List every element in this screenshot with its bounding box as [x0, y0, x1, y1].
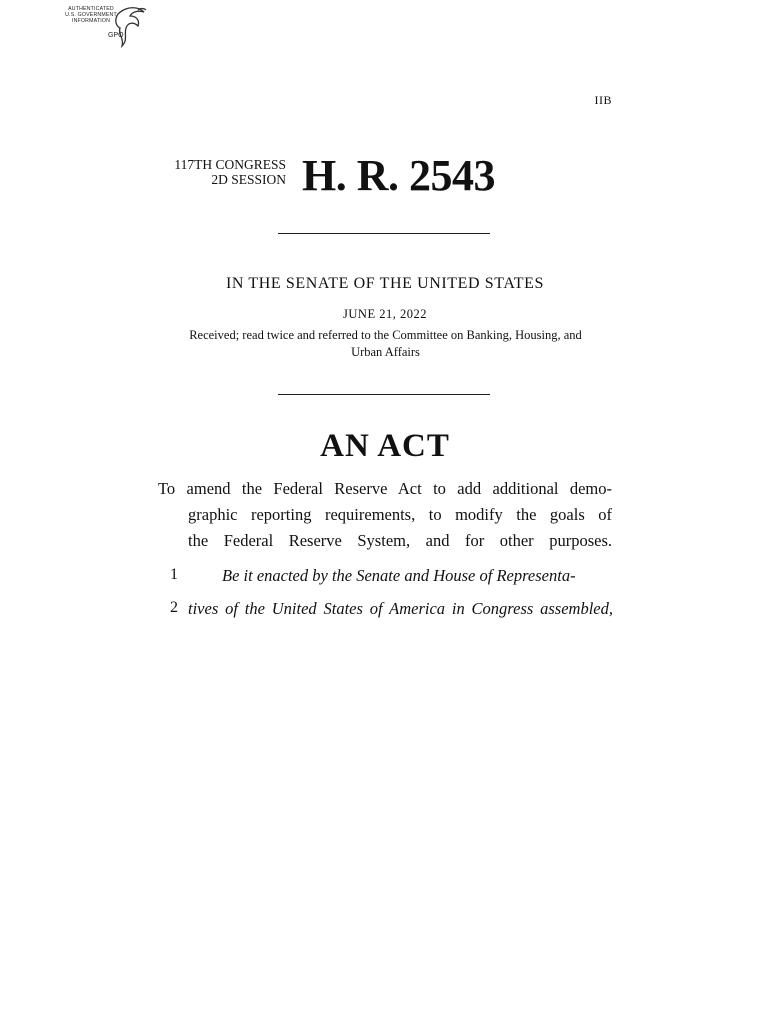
action-divider: [278, 394, 490, 395]
purpose-line-1: To amend the Federal Reserve Act to add additional demo-: [158, 479, 612, 498]
bill-number: H. R. 2543: [302, 151, 495, 200]
congress-session-block: [158, 157, 286, 187]
line-number-2: 2: [170, 599, 178, 616]
act-heading: AN ACT: [320, 428, 450, 464]
session-label: 2D SESSION: [211, 172, 286, 187]
seal-line-2: U.S. GOVERNMENT: [65, 12, 117, 18]
purpose-line-3: the Federal Reserve System, and for other purposes.: [188, 531, 612, 550]
referral-line-1: Received; read twice and referred to the Committee on Banking, Housing, and: [189, 328, 582, 342]
header-divider: [278, 233, 490, 234]
referral-statement: [158, 327, 613, 361]
eagle-icon: [112, 4, 148, 48]
line-number-1: 1: [170, 566, 178, 583]
purpose-clause: [158, 476, 612, 554]
purpose-line-2: graphic reporting requirements, to modify the goals of: [188, 505, 612, 524]
seal-line-3: INFORMATION: [71, 18, 111, 24]
chamber-heading: IN THE SENATE OF THE UNITED STATES: [225, 275, 545, 292]
seal-line-1: AUTHENTICATED: [68, 6, 114, 12]
enacting-clause-line-2: tives of the United States of America in Congress assembled,: [188, 599, 613, 618]
seal-gpo-label: GPO: [108, 32, 124, 39]
congress-label: 117TH CONGRESS: [174, 157, 286, 172]
bill-stage-stamp: IIB: [594, 93, 612, 107]
enacting-clause-line-1: Be it enacted by the Senate and House of Representa-: [222, 566, 576, 585]
gpo-authentication-seal: [60, 4, 150, 48]
action-date: JUNE 21, 2022: [343, 307, 427, 321]
referral-line-2: Urban Affairs: [351, 345, 420, 359]
